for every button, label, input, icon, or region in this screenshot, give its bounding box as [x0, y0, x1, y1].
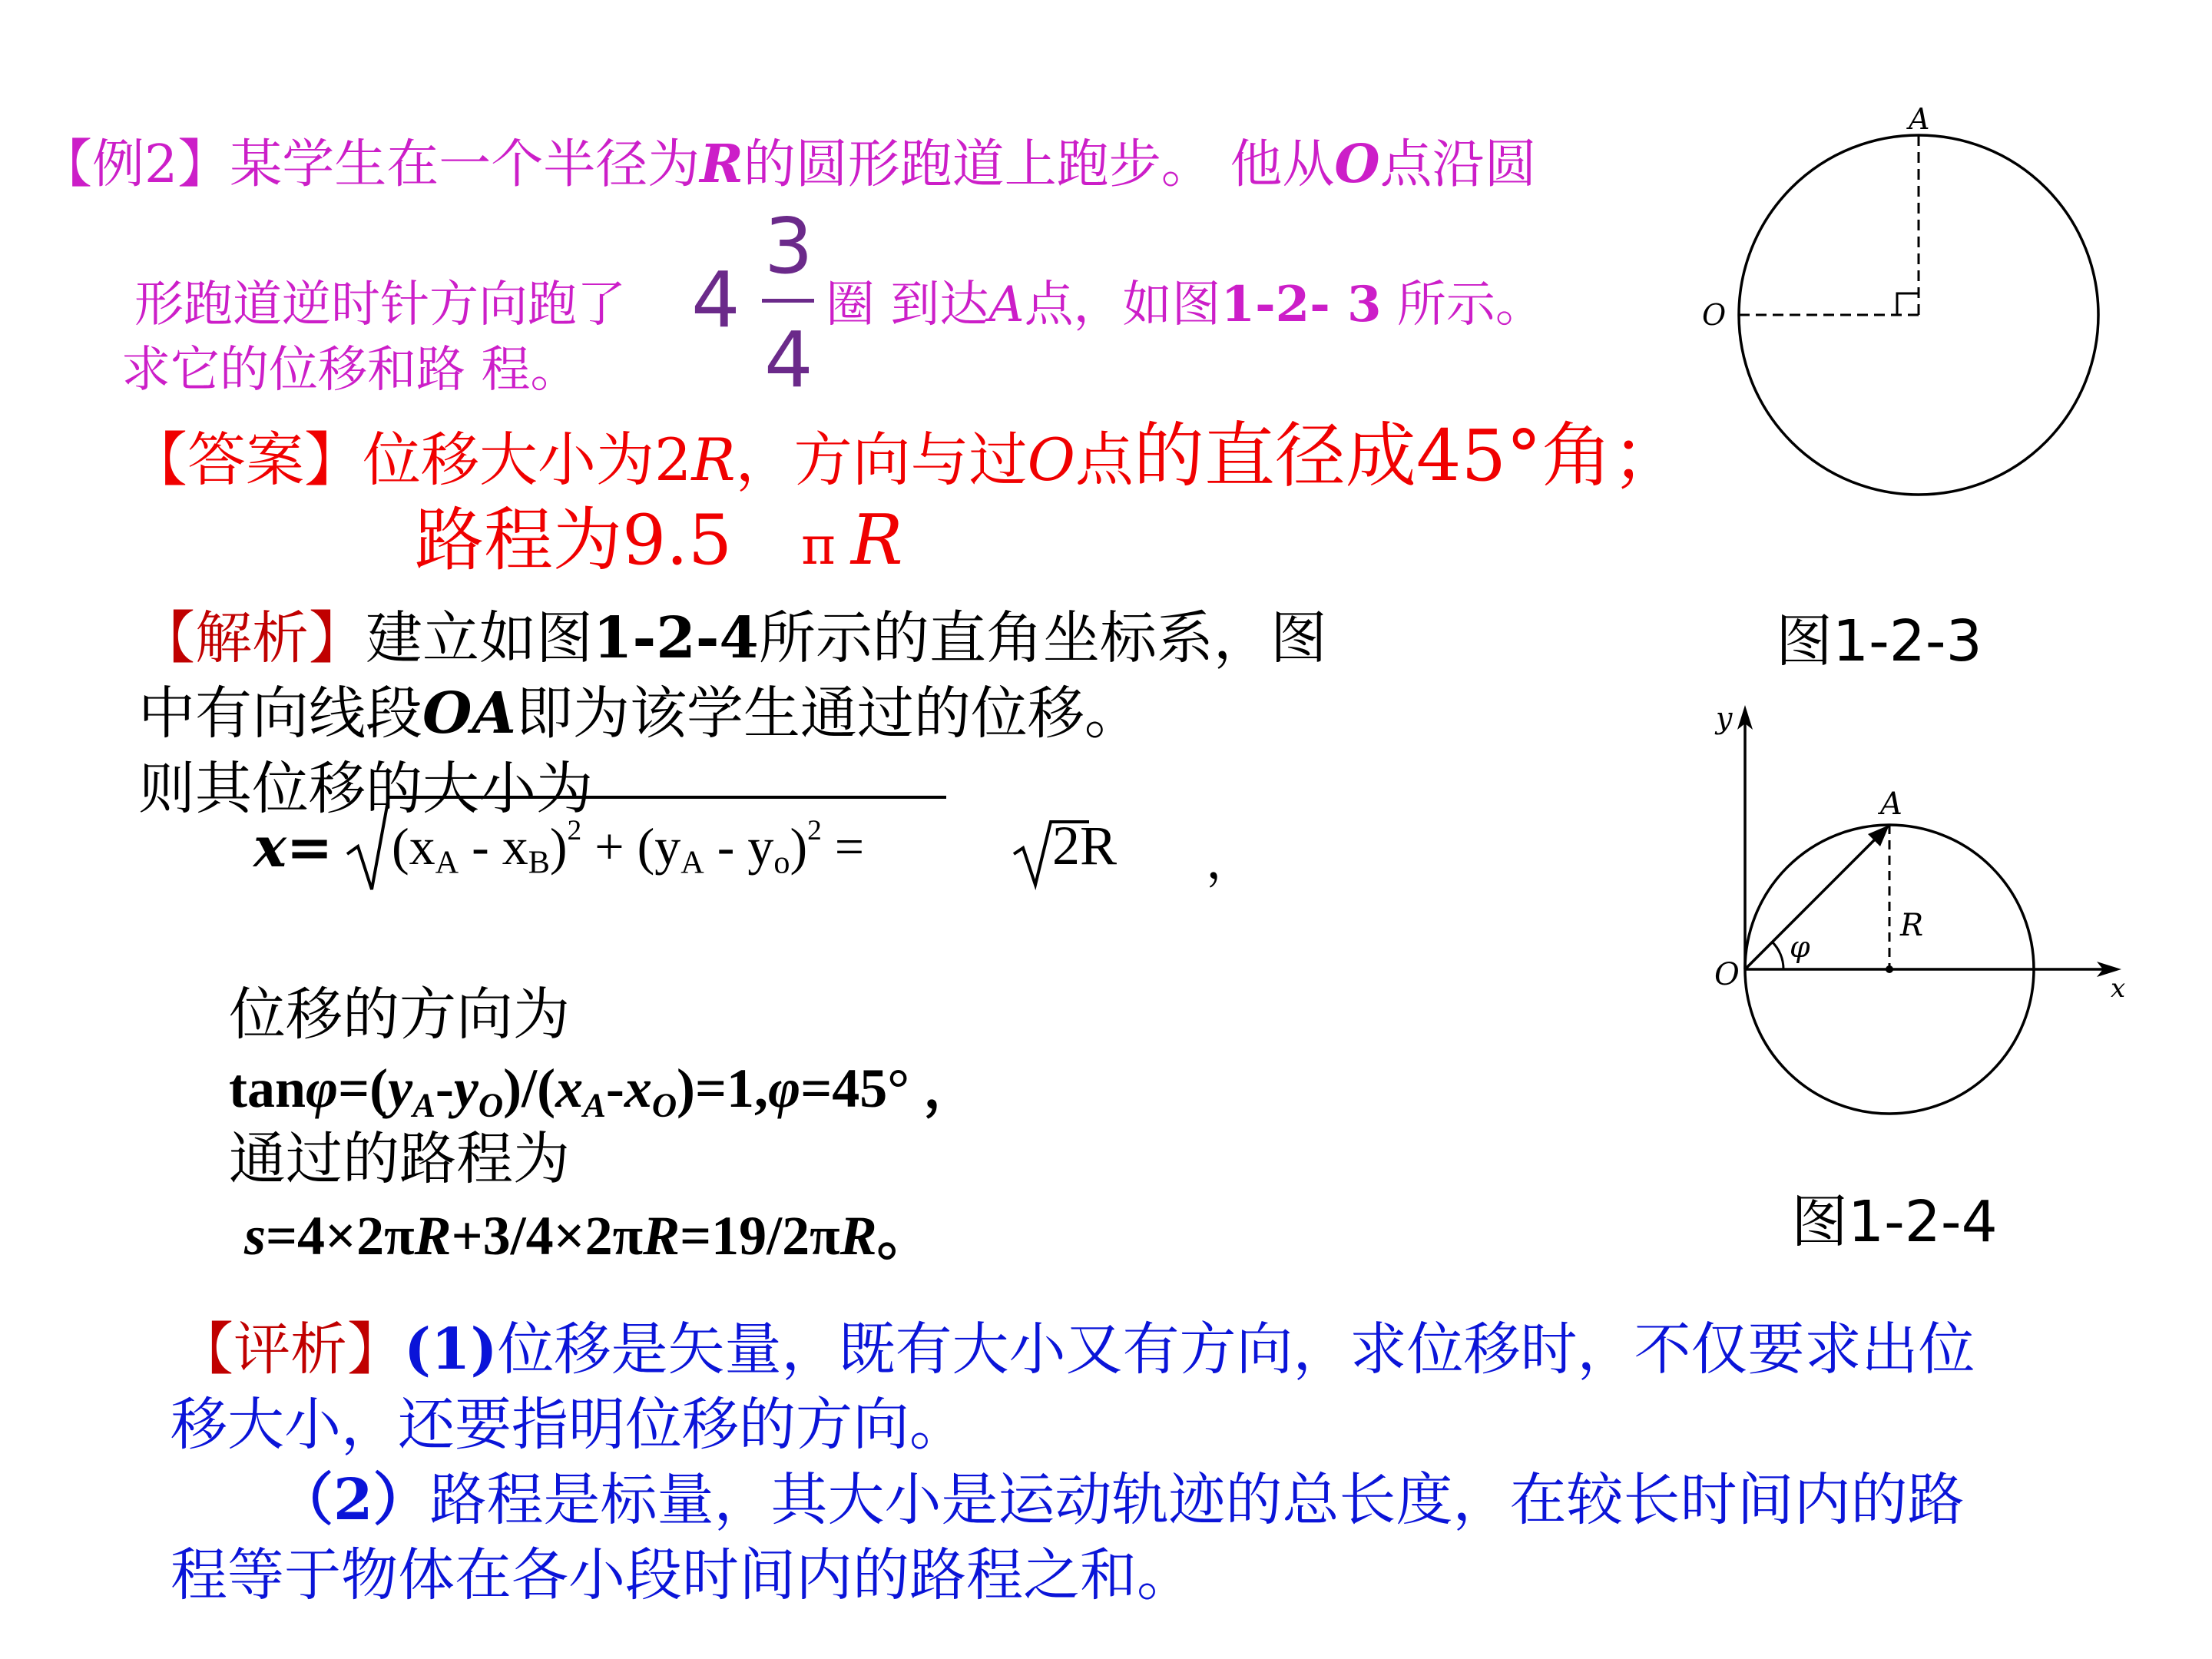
direction-label: 位移的方向为 — [229, 982, 570, 1048]
comment-line-3: （2）路程是标量，其大小是运动轨迹的总长度，在较长时间内的路 — [276, 1467, 1965, 1533]
analysis-tag: 【解析】 — [138, 605, 366, 671]
comment-line-1: 【评析】(1)位移是矢量，既有大小又有方向，求位移时，不仅要求出位 — [177, 1316, 1975, 1382]
path-formula: s=4×2πR+3/4×2πR=19/2πR。 — [244, 1205, 932, 1267]
answer-line-2: 路程为9.5 π R — [415, 500, 903, 581]
label-y: y — [1716, 701, 1733, 735]
analysis-line-2: 中有向线段OA即为该学生通过的位移。 — [138, 680, 1141, 747]
label-O-fig2: O — [1714, 957, 1740, 992]
fraction-numerator: 3 — [764, 201, 813, 291]
formula-comma: ， — [1206, 833, 1255, 890]
formula-rhs: 2R — [1052, 815, 1118, 876]
analysis-line-1: 【解析】建立如图1-2-4所示的直角坐标系，图 — [138, 605, 1327, 671]
figure-1-2-3 — [1674, 100, 2120, 515]
formula-line: x= — [253, 814, 333, 879]
comment-line-4: 程等于物体在各小段时间内的路程之和。 — [171, 1542, 1194, 1608]
comment-line-2: 移大小，还要指明位移的方向。 — [171, 1392, 966, 1458]
label-x: x — [2111, 973, 2126, 1004]
label-O-fig1: O — [1702, 298, 1727, 332]
fraction-whole: 4 — [691, 255, 740, 345]
fraction-denominator: 4 — [764, 315, 813, 405]
label-A-fig2: A — [1880, 786, 1902, 822]
answer-line-1: 【答案】位移大小为2R，方向与过O点的直径成45°角； — [129, 415, 1683, 497]
label-A-fig1: A — [1909, 102, 1930, 136]
caption-fig-1-2-3: 图1-2-3 — [1776, 608, 1982, 674]
tan-formula: $\tan\varphi=(y_A-y_O)/(x_A-x_O)=1,\varphi=45^\circ$ ， — [229, 1058, 979, 1124]
answer-tag: 【答案】 — [129, 426, 363, 494]
comment-tag: 【评析】 — [177, 1316, 404, 1382]
path-label: 通过的路程为 — [229, 1126, 570, 1192]
angle-arc — [1772, 942, 1783, 969]
displacement-vector — [1745, 833, 1882, 969]
label-R: R — [1900, 908, 1924, 943]
formula-radicand: $(x_A - x_B)^2 + (y_A - y_o)^2$ = — [392, 815, 865, 881]
example-line-2b: 圈 到达A点，如图1-2- 3 所示。 — [826, 276, 1545, 333]
example-line-1: 【例2】某学生在一个半径为R的圆形跑道上跑步。 他从O点沿圆 — [40, 134, 1537, 195]
example-tag: 【例2】 — [40, 134, 230, 195]
example-line-2: 形跑道逆时针方向跑了 — [134, 276, 626, 333]
center-dot — [1886, 965, 1893, 973]
caption-fig-1-2-4: 图1-2-4 — [1791, 1189, 1998, 1255]
analysis-line-3: 则其位移的大小为 — [138, 756, 593, 822]
example-line-3: 求它的位移和路 程。 — [121, 342, 580, 399]
figure-1-2-4 — [1697, 691, 2143, 1121]
right-angle-mark — [1897, 293, 1919, 315]
label-phi: φ — [1790, 930, 1810, 964]
